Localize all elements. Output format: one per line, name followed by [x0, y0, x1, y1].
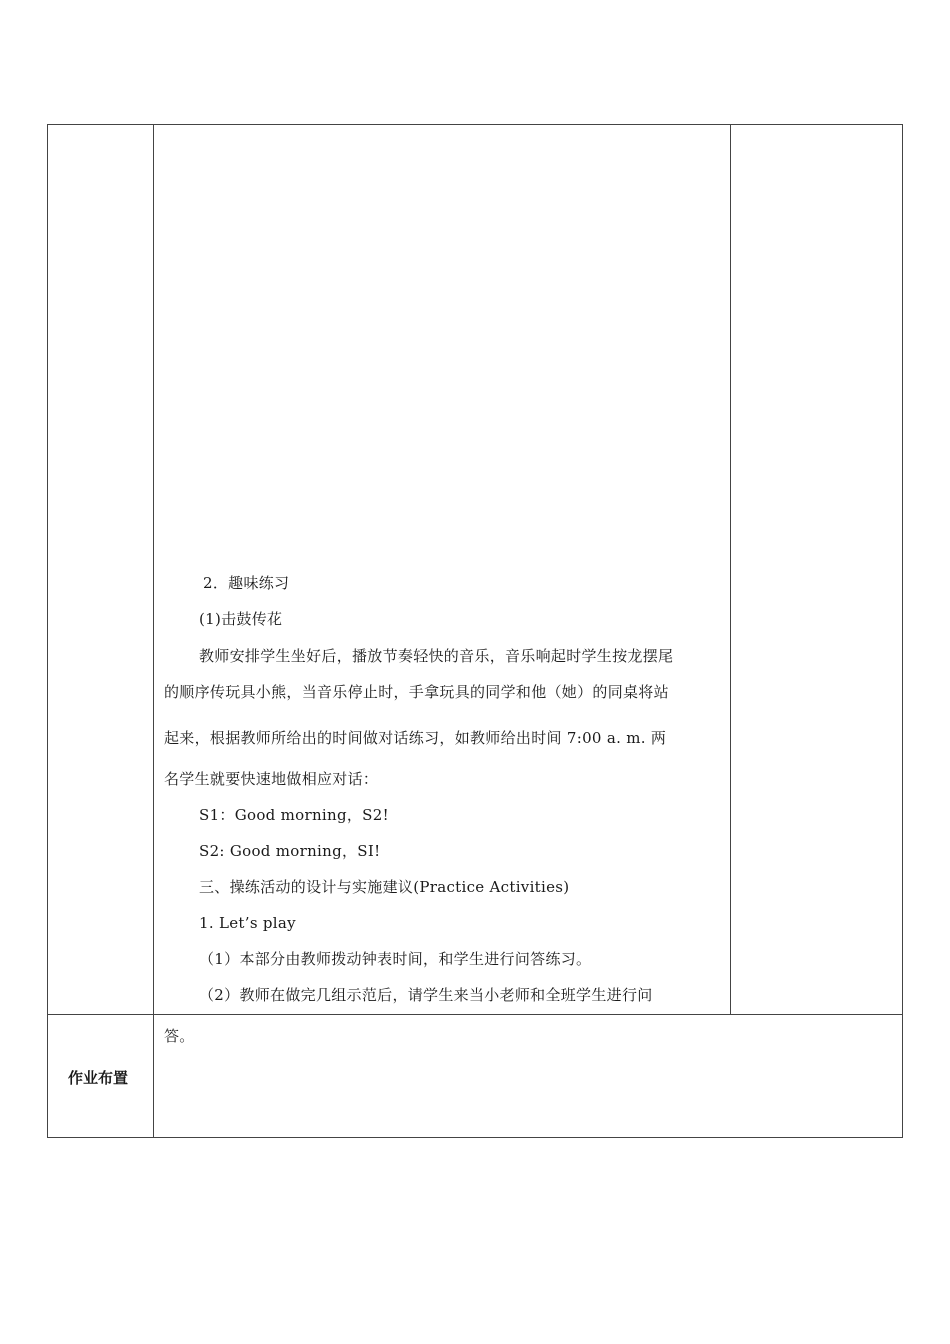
homework-label: 作业布置: [68, 1069, 129, 1087]
line-lets-play: 1. Let’s play: [199, 914, 296, 932]
line-drum-pass-flower: (1)击鼓传花: [199, 610, 283, 628]
table-column-divider-2: [730, 124, 731, 1015]
dialogue-line-s1: S1：Good morning，S2!: [199, 806, 389, 824]
dialogue-line-s2: S2: Good morning，SI!: [199, 842, 381, 860]
line-step-2: （2）教师在做完几组示范后，请学生来当小老师和全班学生进行问: [199, 986, 653, 1004]
paragraph-line-3: 起来，根据教师所给出的时间做对话练习，如教师给出时间 7:00 a. m. 两: [164, 729, 667, 747]
table-column-divider-1: [153, 124, 154, 1138]
paragraph-line-2: 的顺序传玩具小熊，当音乐停止时，手拿玩具的同学和他（她）的同桌将站: [164, 683, 669, 701]
table-row-divider: [47, 1014, 903, 1015]
section-heading-practice-activities: 三、操练活动的设计与实施建议(Practice Activities): [199, 878, 570, 896]
line-step-1: （1）本部分由教师拨动钟表时间，和学生进行问答练习。: [199, 950, 592, 968]
table-border-left: [47, 124, 48, 1138]
line-heading-fun-practice: 2．趣味练习: [203, 574, 290, 592]
table-border-bottom: [47, 1137, 903, 1138]
paragraph-line-1: 教师安排学生坐好后，播放节奏轻快的音乐，音乐响起时学生按龙摆尾: [199, 647, 674, 665]
homework-continuation-text: 答。: [164, 1027, 195, 1045]
table-border-top: [47, 124, 903, 125]
paragraph-line-4: 名学生就要快速地做相应对话：: [164, 770, 379, 788]
table-border-right: [902, 124, 903, 1138]
